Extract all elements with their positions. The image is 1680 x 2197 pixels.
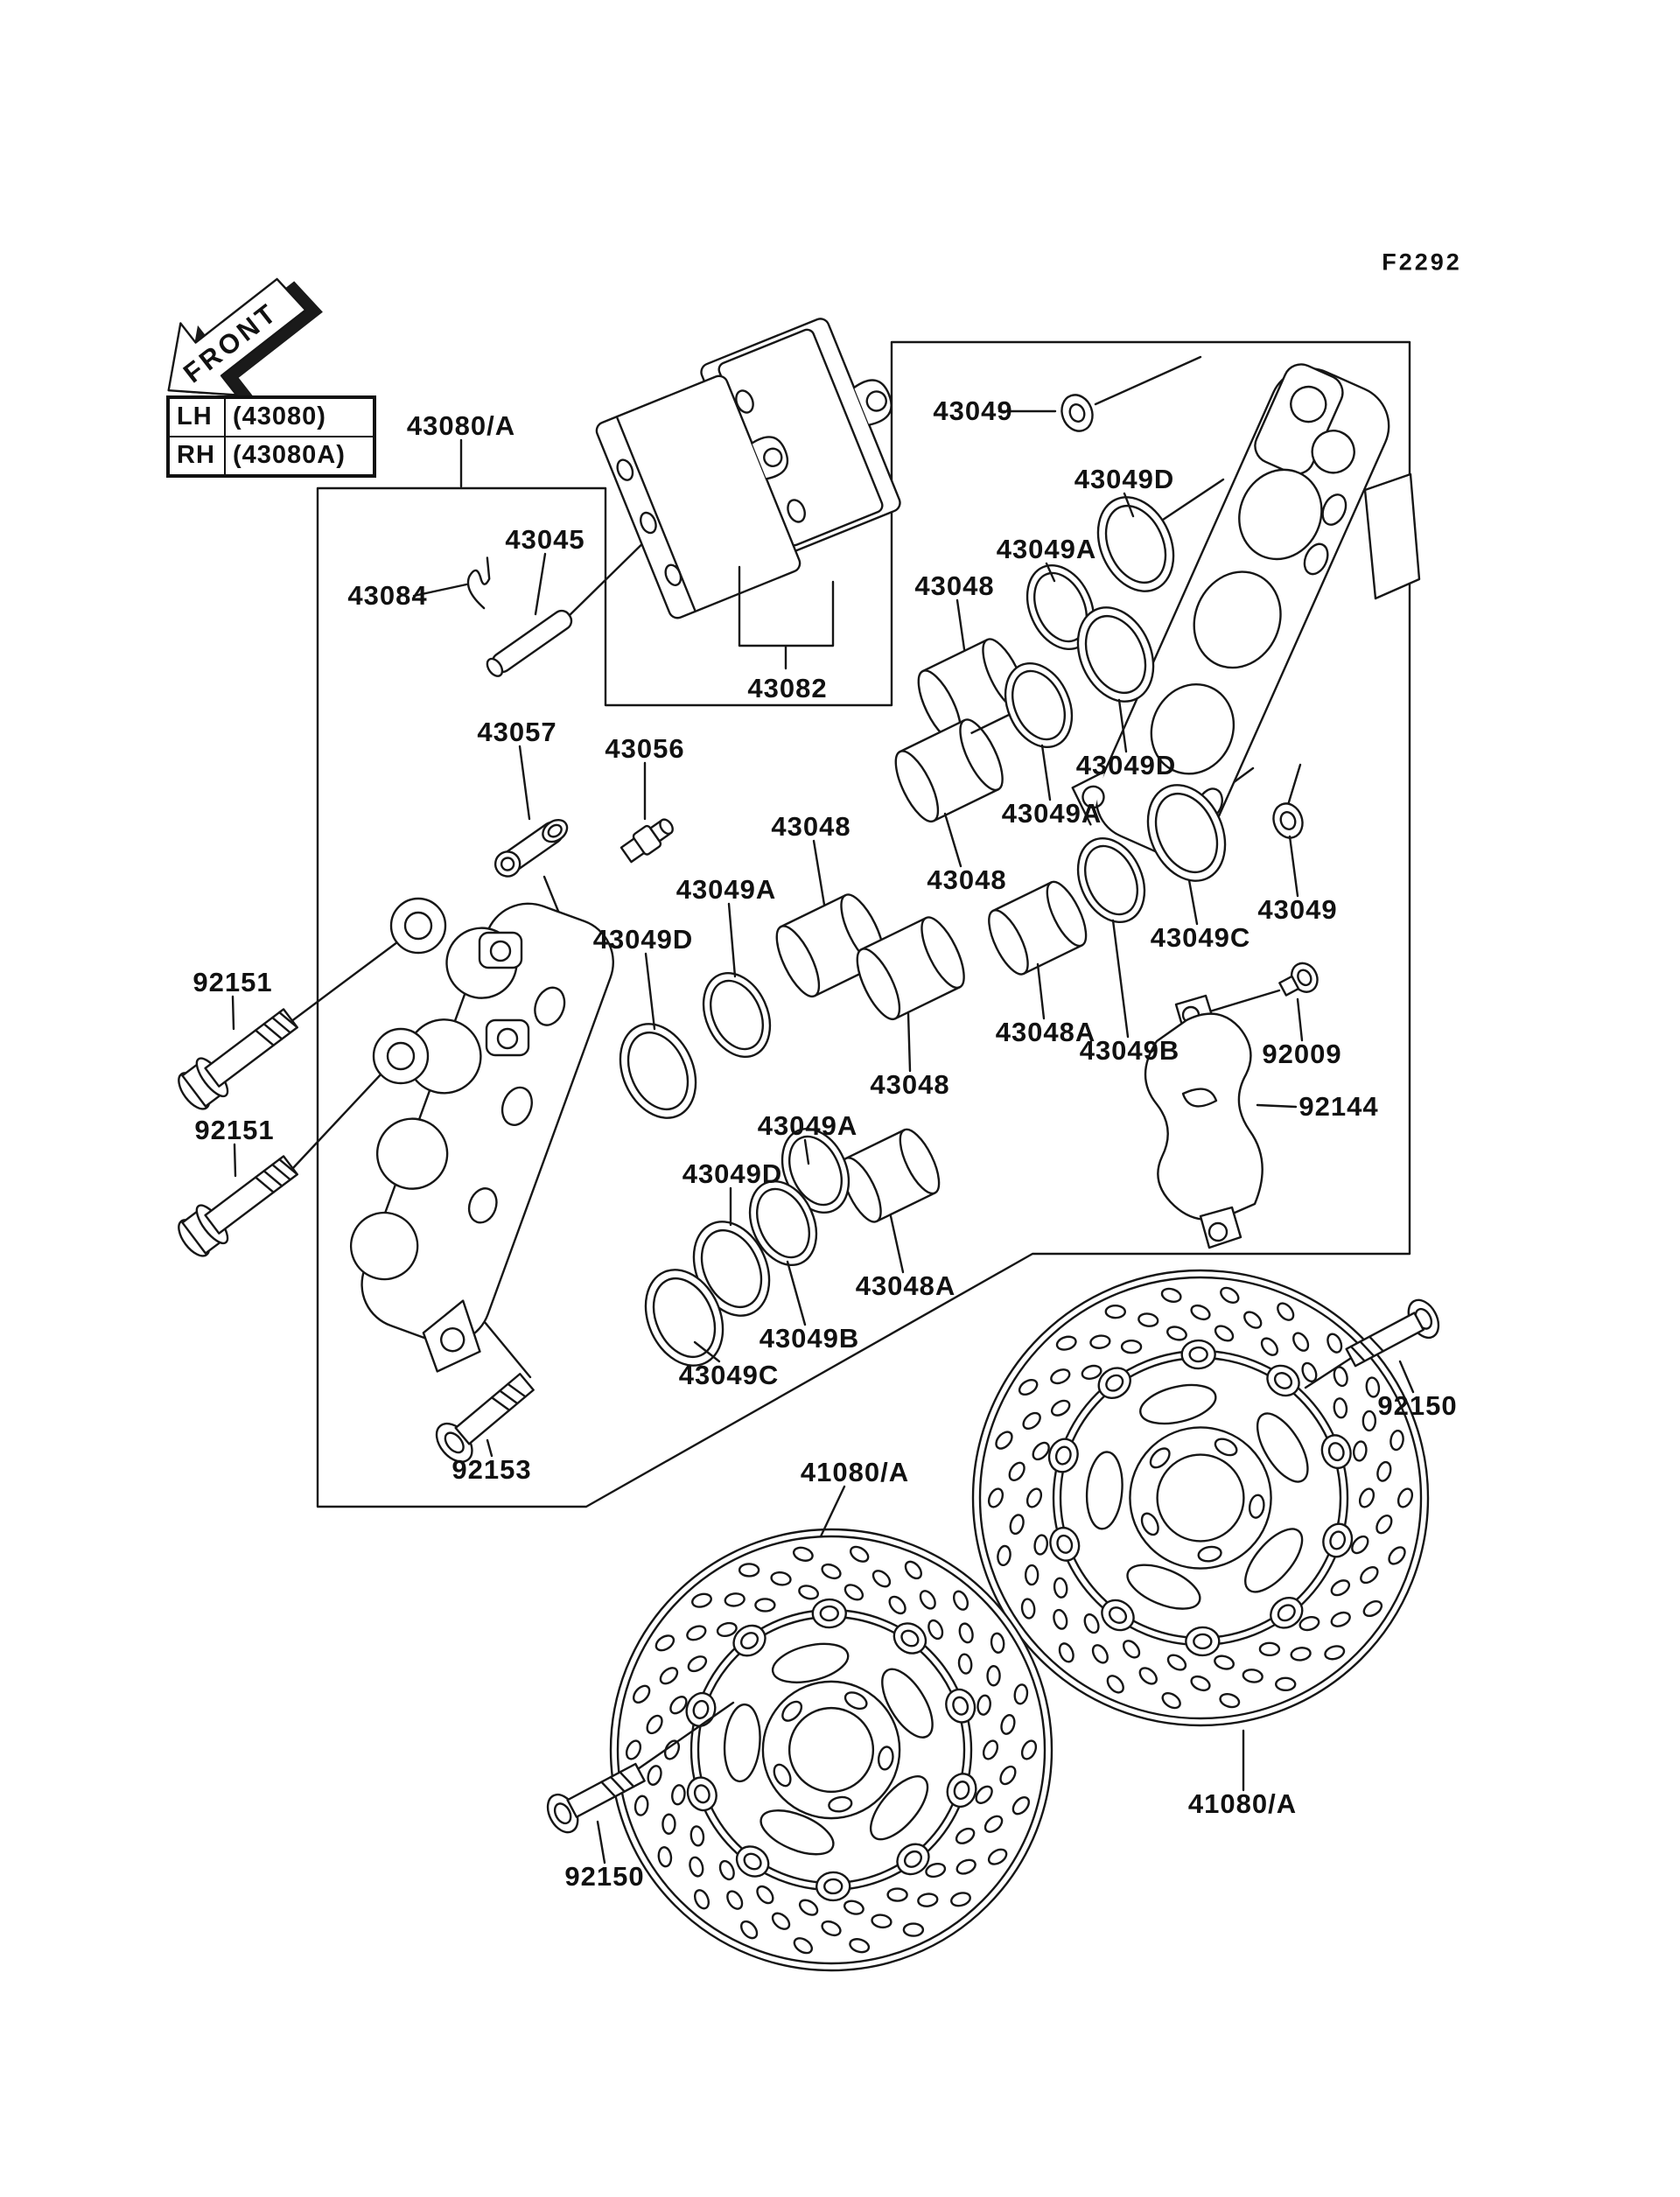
part-label-92153: 92153 [452,1454,532,1485]
part-label-43049c-1: 43049C [1150,922,1251,953]
variant-part-lh: (43080) [225,398,374,437]
part-label-41080a-2: 41080/A [1187,1788,1298,1819]
part-label-92150-2: 92150 [1377,1390,1458,1421]
part-label-41080a-1: 41080/A [800,1457,910,1487]
front-arrow-label: FRONT [177,296,284,389]
part-label-43048-4: 43048 [870,1069,950,1100]
part-label-43049a-3: 43049A [1001,798,1102,829]
variant-table [166,395,376,478]
part-label-43049a-4: 43049A [757,1110,858,1141]
bolt-92151-upper [172,1000,304,1116]
part-label-43048-2: 43048 [771,811,851,842]
part-label-43049a-2: 43049A [676,874,777,905]
variant-side-rh: RH [169,437,225,475]
part-label-43048-3: 43048 [927,864,1007,895]
part-label-43049d-2: 43049D [592,924,694,955]
part-label-43049d-4: 43049D [682,1158,783,1189]
washer-43049-top [1057,390,1097,435]
screw-92009 [1276,959,1322,1003]
part-label-43056: 43056 [605,733,685,764]
part-label-43049b-2: 43049B [759,1323,860,1354]
part-label-43048a-2: 43048A [855,1270,956,1301]
bolt-92151-lower [172,1147,304,1263]
pad-pin [484,607,575,679]
part-label-43048a-1: 43048A [995,1017,1096,1047]
variant-side-lh: LH [169,398,225,437]
part-label-43049b-1: 43049B [1079,1035,1180,1066]
part-label-92009: 92009 [1262,1039,1342,1069]
bolt-92153 [430,1365,541,1468]
seal-43049d-3 [606,1012,710,1130]
part-label-43049d-3: 43049D [1075,750,1177,780]
piston-43048-2 [887,714,1011,827]
caliper-link-43057 [491,814,573,881]
seal-43049a-3 [691,962,783,1067]
part-label-92151-2: 92151 [194,1115,275,1145]
part-label-43048-1: 43048 [914,570,995,601]
pad-spring-bracket-92144 [1145,996,1263,1248]
part-label-92144: 92144 [1298,1091,1379,1122]
variant-part-rh: (43080A) [225,437,374,475]
brake-disc-right [973,1270,1428,1725]
caliper-body-left [307,879,630,1382]
part-label-43049-2: 43049 [1257,894,1338,925]
brake-disc-left [611,1529,1052,1970]
seal-43049a-2 [993,653,1085,758]
part-label-43082: 43082 [747,673,828,703]
part-label-43080a: 43080/A [406,410,516,441]
piston-43048-4 [849,912,972,1025]
part-label-92150-1: 92150 [564,1861,645,1892]
seal-43049d-1 [1084,486,1188,604]
part-label-43049d-1: 43049D [1074,464,1175,494]
washer-43049-mid [1269,800,1307,843]
part-label-43049-1: 43049 [933,395,1013,426]
part-label-43049a-1: 43049A [996,534,1097,564]
part-label-43084: 43084 [347,580,428,611]
part-label-43049c-2: 43049C [678,1360,780,1390]
part-label-43045: 43045 [505,524,585,555]
part-label-92151-1: 92151 [192,967,273,997]
figure-code: F2292 [1382,248,1462,276]
bleed-valve-43056 [620,814,678,864]
part-label-43057: 43057 [477,717,557,747]
